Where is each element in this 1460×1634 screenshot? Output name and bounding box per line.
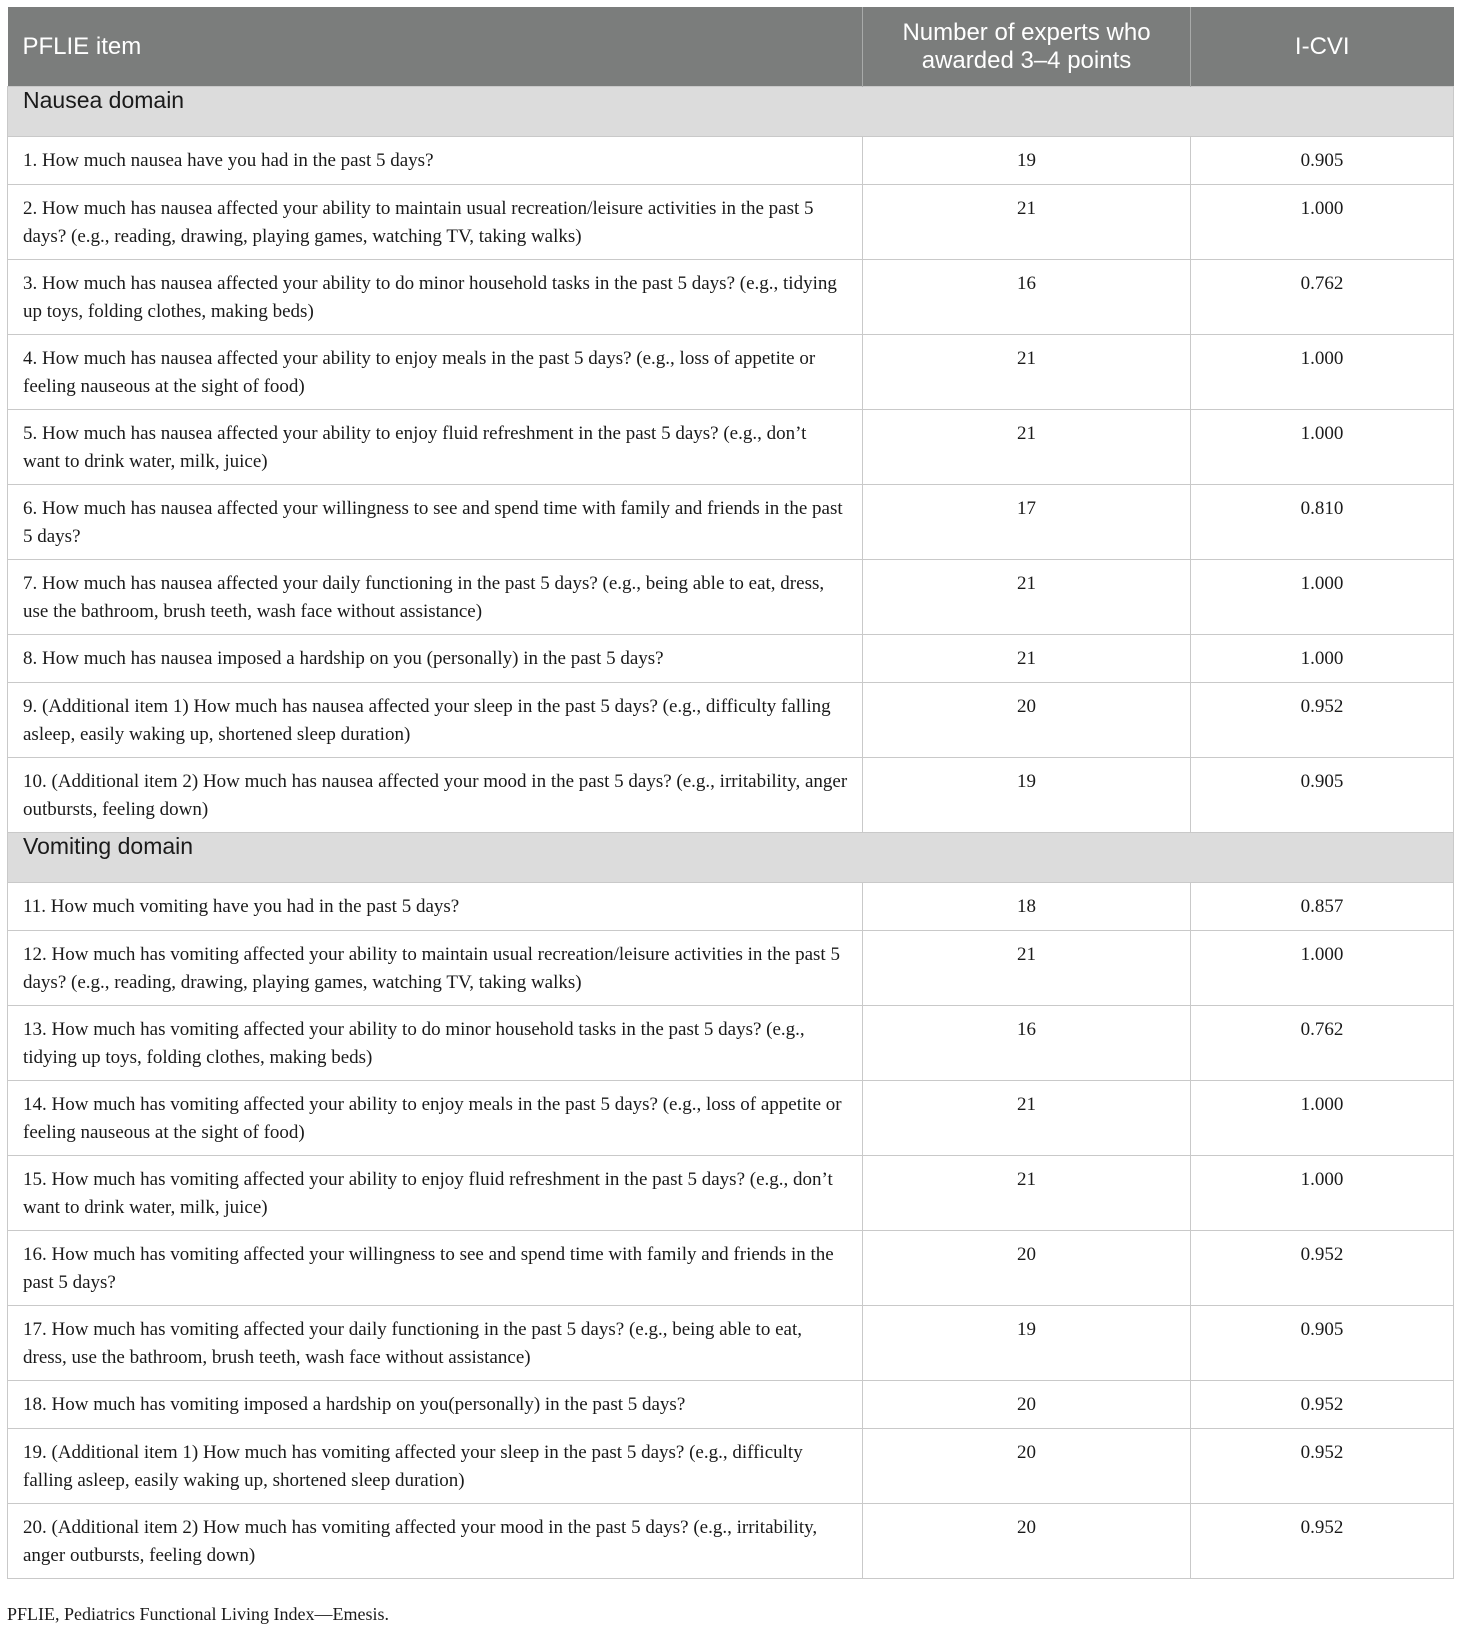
- table-row: [8, 1429, 1454, 1504]
- table-container: [7, 7, 1453, 1579]
- table-row: [8, 485, 1454, 560]
- item-cell: 16. How much has vomiting affected your willingness to see and spend time with family and friends in the past 5 days?: [8, 1231, 863, 1306]
- table-row: [8, 1231, 1454, 1306]
- table-row: [8, 683, 1454, 758]
- table-row: [8, 1381, 1454, 1429]
- experts-cell: 21: [863, 185, 1191, 260]
- table-row: [8, 185, 1454, 260]
- header-row: [8, 7, 1454, 87]
- icvi-cell: 0.905: [1191, 758, 1454, 833]
- icvi-cell: 0.952: [1191, 1231, 1454, 1306]
- item-cell: 12. How much has vomiting affected your ability to maintain usual recreation/leisure activities in the past 5 days? (e.g., reading, drawing, playing games, watching TV, taking walks): [8, 931, 863, 1006]
- icvi-cell: 1.000: [1191, 410, 1454, 485]
- domain-title: Vomiting domain: [8, 833, 1454, 883]
- table-row: [8, 1081, 1454, 1156]
- item-cell: 6. How much has nausea affected your willingness to see and spend time with family and friends in the past 5 days?: [8, 485, 863, 560]
- icvi-cell: 1.000: [1191, 635, 1454, 683]
- table-row: [8, 635, 1454, 683]
- table-row: [8, 335, 1454, 410]
- item-cell: 20. (Additional item 2) How much has vomiting affected your mood in the past 5 days? (e.g., irritability, anger outbursts, feeling down): [8, 1504, 863, 1579]
- icvi-cell: 0.952: [1191, 1381, 1454, 1429]
- domain-title: Nausea domain: [8, 87, 1454, 137]
- table-row: [8, 260, 1454, 335]
- experts-cell: 16: [863, 1006, 1191, 1081]
- item-cell: 2. How much has nausea affected your ability to maintain usual recreation/leisure activities in the past 5 days? (e.g., reading, drawing, playing games, watching TV, taking walks): [8, 185, 863, 260]
- icvi-cell: 1.000: [1191, 185, 1454, 260]
- experts-cell: 20: [863, 1429, 1191, 1504]
- experts-cell: 21: [863, 335, 1191, 410]
- table-row: [8, 560, 1454, 635]
- experts-cell: 16: [863, 260, 1191, 335]
- item-cell: 1. How much nausea have you had in the past 5 days?: [8, 137, 863, 185]
- table-row: [8, 1156, 1454, 1231]
- table-row: [8, 883, 1454, 931]
- item-cell: 8. How much has nausea imposed a hardship on you (personally) in the past 5 days?: [8, 635, 863, 683]
- table-row: [8, 1306, 1454, 1381]
- table-footnote: PFLIE, Pediatrics Functional Living Index—Emesis.: [7, 1604, 389, 1624]
- item-cell: 7. How much has nausea affected your daily functioning in the past 5 days? (e.g., being able to eat, dress, use the bathroom, brush teeth, wash face without assistance): [8, 560, 863, 635]
- experts-cell: 21: [863, 1081, 1191, 1156]
- table-row: [8, 137, 1454, 185]
- table-row: [8, 410, 1454, 485]
- header-icvi: I-CVI: [1191, 7, 1454, 87]
- icvi-cell: 0.810: [1191, 485, 1454, 560]
- header-experts: Number of experts who awarded 3–4 points: [863, 7, 1191, 87]
- item-cell: 13. How much has vomiting affected your ability to do minor household tasks in the past 5 days? (e.g., tidying up toys, folding clothes, making beds): [8, 1006, 863, 1081]
- experts-cell: 21: [863, 560, 1191, 635]
- icvi-cell: 0.857: [1191, 883, 1454, 931]
- icvi-cell: 0.905: [1191, 1306, 1454, 1381]
- item-cell: 18. How much has vomiting imposed a hardship on you(personally) in the past 5 days?: [8, 1381, 863, 1429]
- experts-cell: 18: [863, 883, 1191, 931]
- pflie-table: [7, 7, 1454, 1579]
- experts-cell: 17: [863, 485, 1191, 560]
- icvi-cell: 1.000: [1191, 335, 1454, 410]
- item-cell: 5. How much has nausea affected your ability to enjoy fluid refreshment in the past 5 days? (e.g., don’t want to drink water, milk, juice): [8, 410, 863, 485]
- item-cell: 9. (Additional item 1) How much has nausea affected your sleep in the past 5 days? (e.g., difficulty falling asleep, easily waking up, shortened sleep duration): [8, 683, 863, 758]
- icvi-cell: 0.952: [1191, 1429, 1454, 1504]
- experts-cell: 21: [863, 410, 1191, 485]
- icvi-cell: 1.000: [1191, 931, 1454, 1006]
- experts-cell: 19: [863, 137, 1191, 185]
- experts-cell: 20: [863, 1231, 1191, 1306]
- experts-cell: 21: [863, 931, 1191, 1006]
- experts-cell: 20: [863, 683, 1191, 758]
- experts-cell: 21: [863, 635, 1191, 683]
- table-row: [8, 931, 1454, 1006]
- experts-cell: 21: [863, 1156, 1191, 1231]
- table-row: [8, 1504, 1454, 1579]
- item-cell: 4. How much has nausea affected your ability to enjoy meals in the past 5 days? (e.g., loss of appetite or feeling nauseous at the sight of food): [8, 335, 863, 410]
- table-body: [8, 87, 1454, 1579]
- icvi-cell: 0.952: [1191, 1504, 1454, 1579]
- header-item: PFLIE item: [8, 7, 863, 87]
- icvi-cell: 0.952: [1191, 683, 1454, 758]
- icvi-cell: 0.762: [1191, 260, 1454, 335]
- experts-cell: 20: [863, 1504, 1191, 1579]
- item-cell: 3. How much has nausea affected your ability to do minor household tasks in the past 5 days? (e.g., tidying up toys, folding clothes, making beds): [8, 260, 863, 335]
- item-cell: 14. How much has vomiting affected your ability to enjoy meals in the past 5 days? (e.g., loss of appetite or feeling nauseous at the sight of food): [8, 1081, 863, 1156]
- item-cell: 10. (Additional item 2) How much has nausea affected your mood in the past 5 days? (e.g., irritability, anger outbursts, feeling down): [8, 758, 863, 833]
- experts-cell: 19: [863, 1306, 1191, 1381]
- experts-cell: 20: [863, 1381, 1191, 1429]
- table-row: [8, 758, 1454, 833]
- icvi-cell: 0.905: [1191, 137, 1454, 185]
- domain-row: [8, 833, 1454, 883]
- experts-cell: 19: [863, 758, 1191, 833]
- item-cell: 19. (Additional item 1) How much has vomiting affected your sleep in the past 5 days? (e.g., difficulty falling asleep, easily waking up, shortened sleep duration): [8, 1429, 863, 1504]
- icvi-cell: 1.000: [1191, 560, 1454, 635]
- icvi-cell: 1.000: [1191, 1156, 1454, 1231]
- icvi-cell: 0.762: [1191, 1006, 1454, 1081]
- item-cell: 15. How much has vomiting affected your ability to enjoy fluid refreshment in the past 5 days? (e.g., don’t want to drink water, milk, juice): [8, 1156, 863, 1231]
- table-row: [8, 1006, 1454, 1081]
- domain-row: [8, 87, 1454, 137]
- icvi-cell: 1.000: [1191, 1081, 1454, 1156]
- item-cell: 11. How much vomiting have you had in the past 5 days?: [8, 883, 863, 931]
- item-cell: 17. How much has vomiting affected your daily functioning in the past 5 days? (e.g., being able to eat, dress, use the bathroom, brush teeth, wash face without assistance): [8, 1306, 863, 1381]
